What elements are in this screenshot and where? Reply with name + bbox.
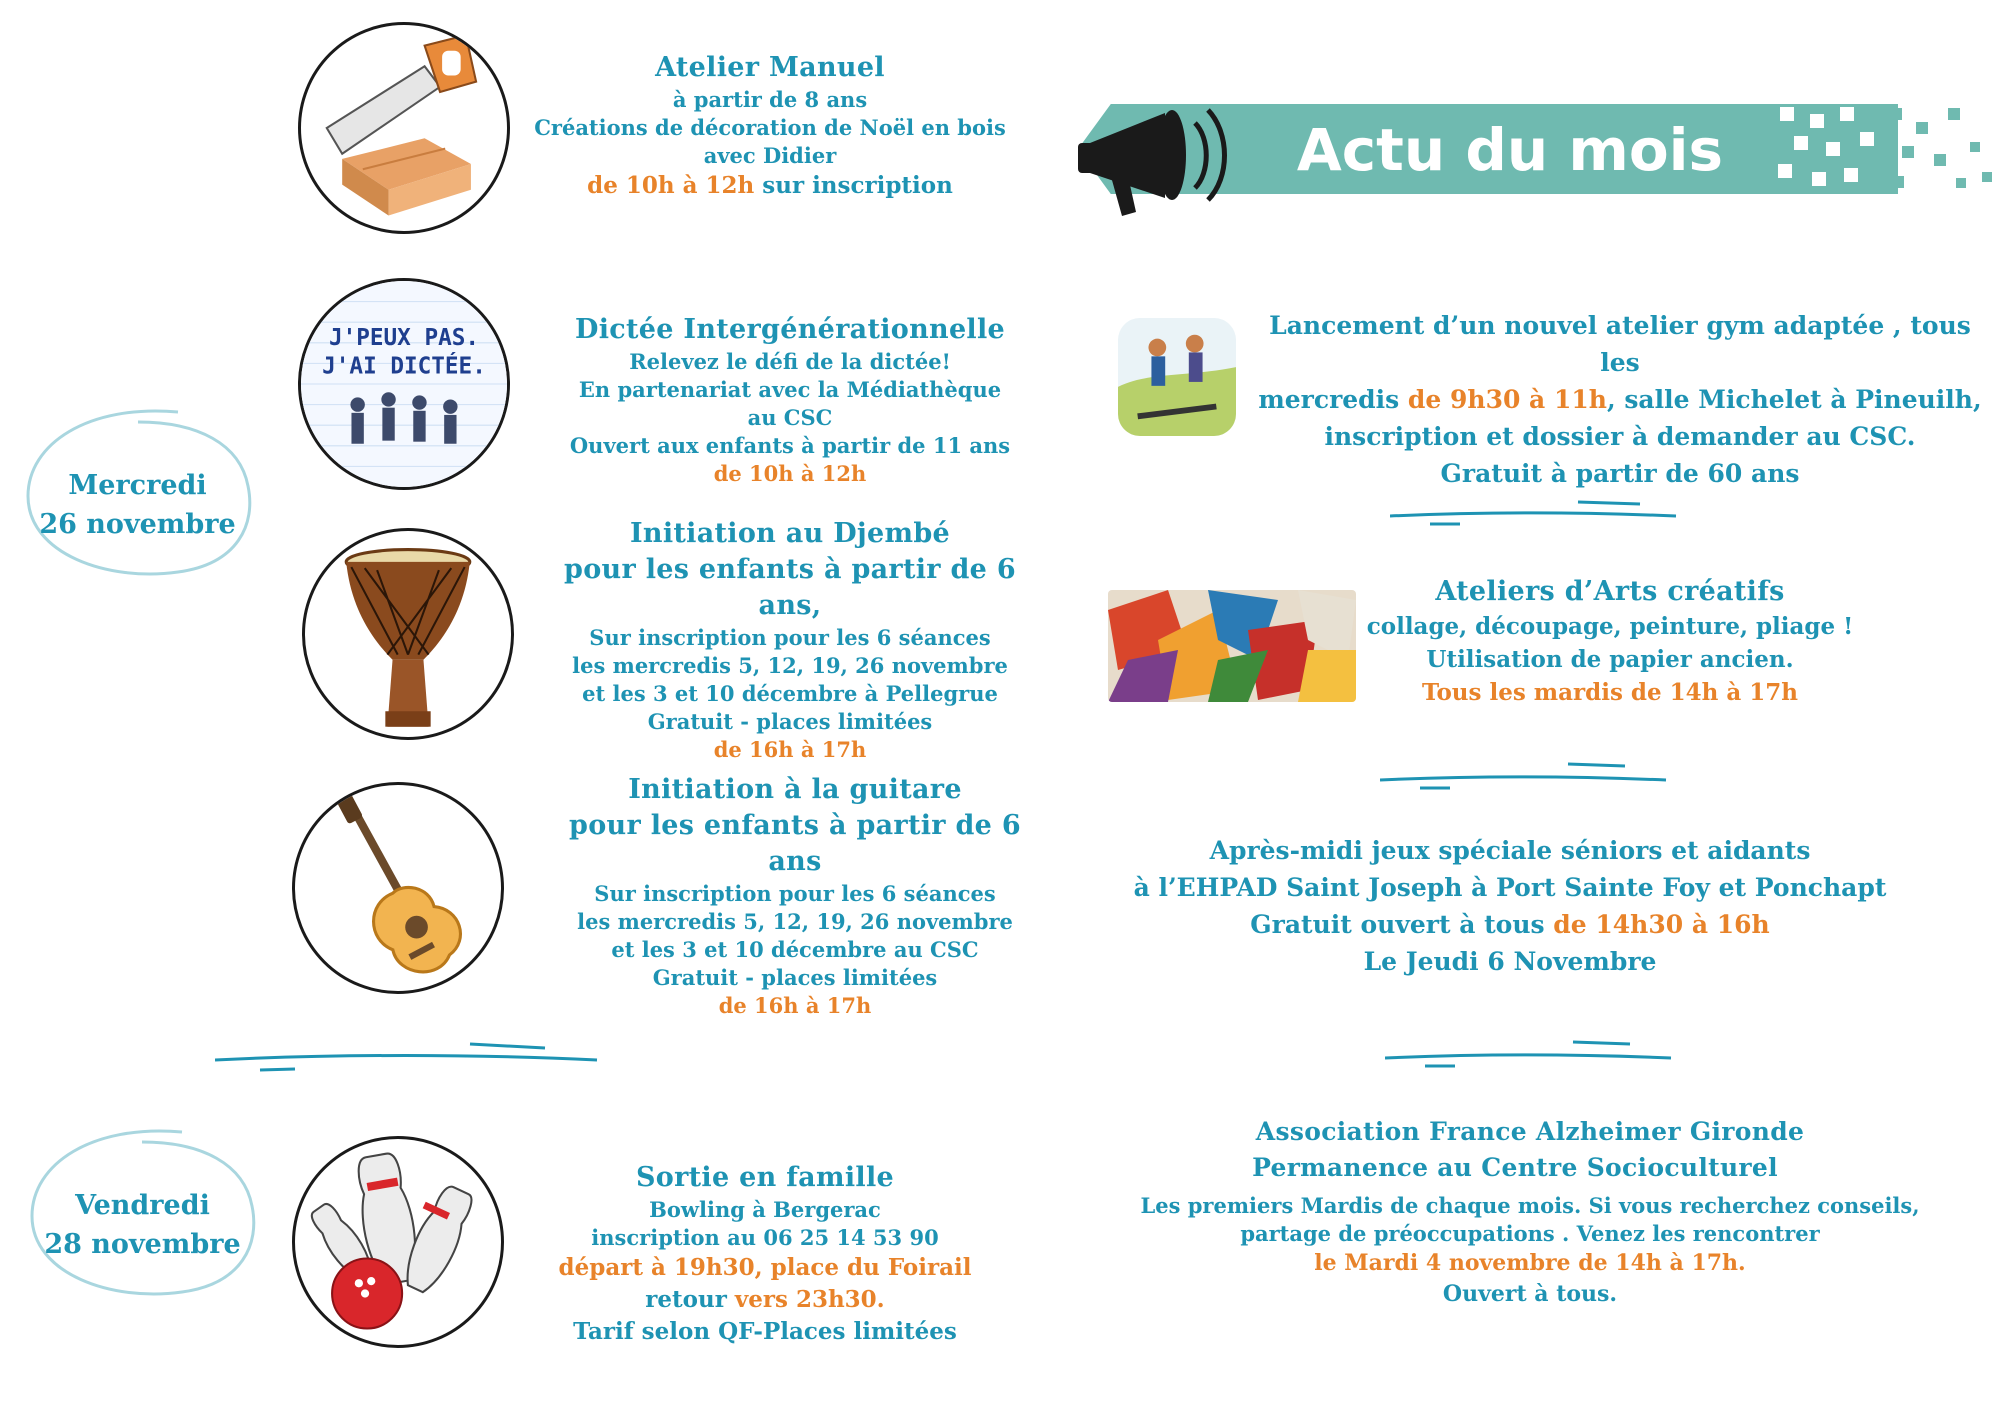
news-line: Ouvert à tous. bbox=[1442, 1281, 1618, 1307]
activity-title: Initiation à la guitare bbox=[628, 774, 962, 805]
activity-line: En partenariat avec la Médiathèque bbox=[578, 377, 1002, 402]
page-title: Actu du mois bbox=[1296, 116, 1724, 184]
news-line: à l’EHPAD Saint Joseph à Port Sainte Foy et Ponchapt bbox=[1133, 873, 1887, 902]
news-arts bbox=[1360, 574, 1860, 709]
activity-line: Gratuit - places limitées bbox=[652, 965, 938, 990]
news-line-part: Gratuit ouvert à tous bbox=[1250, 910, 1554, 939]
activity-line: à partir de 8 ans bbox=[672, 87, 868, 112]
activity-line: Créations de décoration de Noël en bois bbox=[534, 115, 1006, 140]
news-line-part: mercredis bbox=[1258, 385, 1408, 414]
guitar-icon bbox=[292, 782, 504, 994]
activity-line: Sur inscription pour les 6 séances bbox=[589, 625, 991, 650]
activity-subtitle: pour les enfants à partir de 6 ans bbox=[569, 810, 1021, 877]
activity-subtitle: pour les enfants à partir de 6 ans, bbox=[564, 554, 1016, 621]
activity-line: et les 3 et 10 décembre au CSC bbox=[611, 937, 979, 962]
collage-image bbox=[1108, 590, 1356, 702]
activity-line: Ouvert aux enfants à partir de 11 ans bbox=[569, 433, 1011, 458]
activity-line: Bowling à Bergerac bbox=[649, 1197, 881, 1222]
activity-line: avec Didier bbox=[703, 143, 837, 168]
activity-sortie bbox=[515, 1160, 1015, 1348]
news-gym bbox=[1250, 307, 1990, 492]
activity-line: inscription au 06 25 14 53 90 bbox=[591, 1225, 939, 1250]
activity-title: Sortie en famille bbox=[636, 1162, 894, 1193]
activity-title: Dictée Intergénérationnelle bbox=[574, 314, 1006, 345]
bowling-icon bbox=[292, 1136, 504, 1348]
news-line: Après-midi jeux spéciale séniors et aidants bbox=[1209, 836, 1811, 865]
saw-wood-icon bbox=[298, 22, 510, 234]
divider-right-2 bbox=[1380, 758, 1670, 792]
date-day: 28 novembre bbox=[44, 1229, 241, 1260]
news-title: Ateliers d’Arts créatifs bbox=[1435, 576, 1785, 607]
news-line: Lancement d’un nouvel atelier gym adaptée , tous les bbox=[1269, 311, 1971, 377]
news-line bbox=[1110, 906, 1910, 943]
activity-return bbox=[515, 1284, 1015, 1316]
activity-time: de 16h à 17h bbox=[713, 737, 867, 762]
activity-time-line bbox=[520, 170, 1020, 202]
news-time: Tous les mardis de 14h à 17h bbox=[1421, 679, 1799, 706]
news-title: Association France Alzheimer Gironde bbox=[1255, 1117, 1805, 1146]
news-line bbox=[1250, 381, 1990, 418]
activity-atelier-manuel bbox=[520, 50, 1020, 202]
news-line: partage de préoccupations . Venez les rencontrer bbox=[1240, 1221, 1820, 1246]
news-title: Permanence au Centre Socioculturel bbox=[1252, 1153, 1778, 1182]
activity-line: et les 3 et 10 décembre à Pellegrue bbox=[582, 681, 998, 706]
activity-line: Relevez le défi de la dictée! bbox=[629, 349, 951, 374]
activity-title: Initiation au Djembé bbox=[629, 518, 951, 549]
date-weekday: Mercredi bbox=[68, 470, 207, 501]
activity-djembe bbox=[540, 516, 1040, 764]
date-day: 26 novembre bbox=[39, 509, 236, 540]
news-line: Les premiers Mardis de chaque mois. Si vous recherchez conseils, bbox=[1140, 1193, 1920, 1218]
divider-left bbox=[215, 1036, 600, 1076]
activity-line: les mercredis 5, 12, 19, 26 novembre bbox=[572, 653, 1008, 678]
activity-line: au CSC bbox=[747, 405, 833, 430]
news-line-part: , salle Michelet à Pineuilh, bbox=[1606, 385, 1982, 414]
news-alzheimer bbox=[1130, 1114, 1930, 1310]
news-time: de 14h30 à 16h bbox=[1553, 910, 1770, 939]
news-line: inscription et dossier à demander au CSC. bbox=[1324, 422, 1916, 451]
date-vendredi bbox=[30, 1186, 255, 1264]
gym-image bbox=[1118, 318, 1236, 436]
activity-line: Tarif selon QF-Places limitées bbox=[573, 1318, 957, 1345]
activity-time: de 16h à 17h bbox=[718, 993, 872, 1018]
divider-right-1 bbox=[1390, 496, 1680, 530]
activity-time-suffix: sur inscription bbox=[754, 172, 953, 199]
news-line: Le Jeudi 6 Novembre bbox=[1363, 947, 1657, 976]
date-weekday: Vendredi bbox=[75, 1190, 210, 1221]
djembe-icon bbox=[302, 528, 514, 740]
dictee-text-2: J'AI DICTÉE. bbox=[322, 353, 486, 380]
activity-return-time: vers 23h30. bbox=[734, 1286, 885, 1313]
activity-departure: départ à 19h30, place du Foirail bbox=[558, 1254, 972, 1281]
date-mercredi bbox=[25, 466, 250, 544]
news-line: Gratuit à partir de 60 ans bbox=[1440, 459, 1800, 488]
divider-right-3 bbox=[1385, 1036, 1675, 1070]
dictee-image-icon bbox=[298, 278, 510, 490]
activity-dictee bbox=[540, 312, 1040, 488]
activity-guitare bbox=[545, 772, 1045, 1020]
news-jeux bbox=[1110, 832, 1910, 980]
dictee-text-1: J'PEUX PAS. bbox=[328, 324, 480, 351]
pixel-pattern bbox=[1770, 102, 2000, 198]
activity-return-label: retour bbox=[645, 1286, 735, 1313]
news-time: le Mardi 4 novembre de 14h à 17h. bbox=[1314, 1250, 1746, 1276]
news-line: Utilisation de papier ancien. bbox=[1426, 646, 1794, 673]
activity-line: Sur inscription pour les 6 séances bbox=[594, 881, 996, 906]
activity-time: de 10h à 12h bbox=[713, 461, 867, 486]
activity-line: Gratuit - places limitées bbox=[647, 709, 933, 734]
news-time: de 9h30 à 11h bbox=[1407, 385, 1607, 414]
activity-time: de 10h à 12h bbox=[587, 172, 755, 199]
activity-line: les mercredis 5, 12, 19, 26 novembre bbox=[577, 909, 1013, 934]
megaphone-icon bbox=[1070, 88, 1250, 228]
news-line: collage, découpage, peinture, pliage ! bbox=[1366, 613, 1854, 640]
activity-title: Atelier Manuel bbox=[655, 52, 885, 83]
